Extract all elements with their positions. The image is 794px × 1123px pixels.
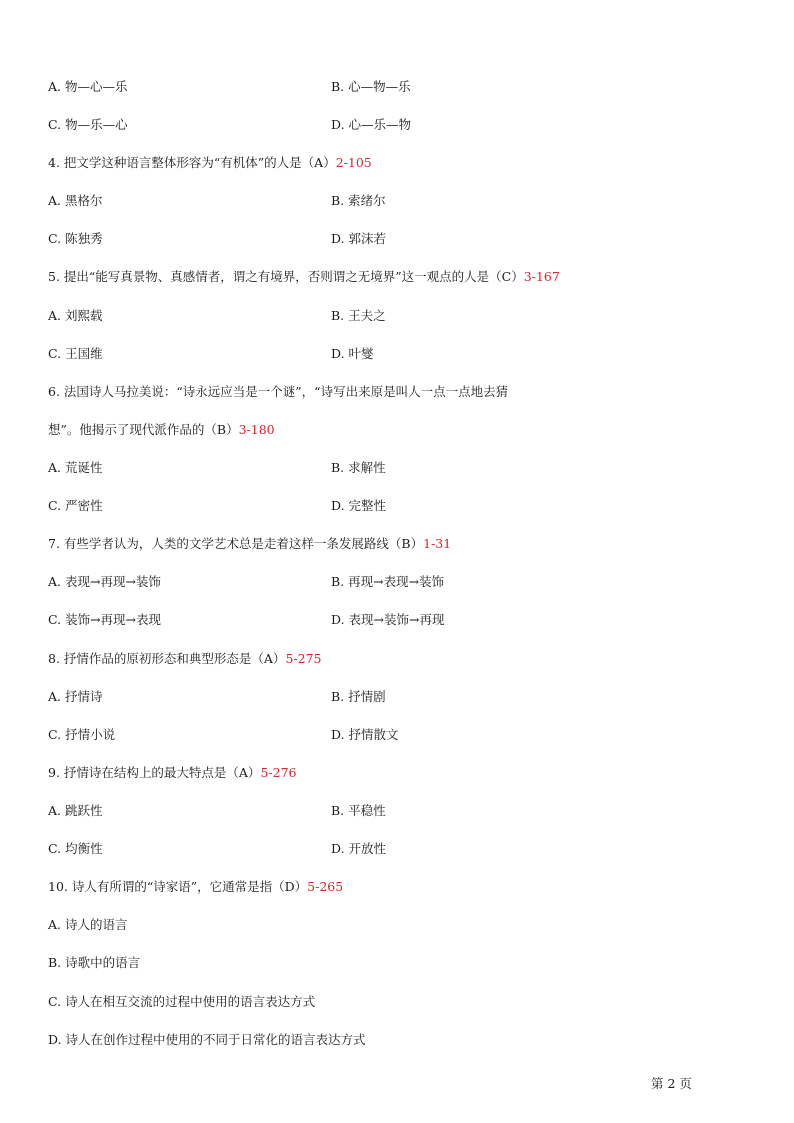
option-left: A. 抒情诗 bbox=[48, 689, 103, 704]
question-line bbox=[48, 155, 372, 171]
question-text: 7. 有些学者认为，人类的文学艺术总是走着这样一条发展路线（B） bbox=[48, 536, 424, 551]
question-text: D. 诗人在创作过程中使用的不同于日常化的语言表达方式 bbox=[48, 1032, 366, 1047]
question-text: A. 诗人的语言 bbox=[48, 917, 128, 932]
question-text: 10. 诗人有所谓的“诗家语”，它通常是指（D） bbox=[48, 879, 308, 894]
question-text: 6. 法国诗人马拉美说：“诗永远应当是一个谜”，“诗写出来原是叫人一点一点地去猜 bbox=[48, 384, 509, 399]
option-left: C. 均衡性 bbox=[48, 841, 103, 856]
option-left: A. 跳跃性 bbox=[48, 803, 103, 818]
question-text: 8. 抒情作品的原初形态和典型形态是（A） bbox=[48, 651, 286, 666]
page-reference: 5-275 bbox=[285, 651, 322, 666]
option-left: C. 物—乐—心 bbox=[48, 117, 128, 132]
page-reference: 5-265 bbox=[307, 879, 344, 894]
option-left: A. 刘熙载 bbox=[48, 308, 103, 323]
question-text: 5. 提出“能写真景物、真感情者，谓之有境界，否则谓之无境界”这一观点的人是（C） bbox=[48, 269, 524, 284]
page-reference: 3-167 bbox=[523, 269, 560, 284]
option-right: D. 心—乐—物 bbox=[331, 117, 412, 132]
option-left: A. 表现→再现→装饰 bbox=[48, 574, 161, 589]
option-right: D. 叶燮 bbox=[331, 346, 374, 361]
option-right: B. 平稳性 bbox=[331, 803, 386, 818]
question-line bbox=[48, 384, 508, 400]
question-line bbox=[48, 994, 315, 1010]
question-line bbox=[48, 536, 451, 552]
option-right: B. 再现→表现→装饰 bbox=[331, 574, 445, 589]
option-right: B. 索绪尔 bbox=[331, 193, 386, 208]
option-left: C. 王国维 bbox=[48, 346, 103, 361]
option-left: A. 荒诞性 bbox=[48, 460, 103, 475]
question-line bbox=[48, 651, 321, 667]
option-right: B. 求解性 bbox=[331, 460, 386, 475]
option-right: B. 心—物—乐 bbox=[331, 79, 411, 94]
option-left: A. 物—心—乐 bbox=[48, 79, 128, 94]
option-right: D. 开放性 bbox=[331, 841, 387, 856]
option-left: C. 抒情小说 bbox=[48, 727, 116, 742]
page-reference: 5-276 bbox=[260, 765, 297, 780]
question-text: 想”。他揭示了现代派作品的（B） bbox=[48, 422, 239, 437]
option-right: D. 郭沫若 bbox=[331, 231, 387, 246]
question-line bbox=[48, 917, 127, 933]
question-text: 4. 把文学这种语言整体形容为“有机体”的人是（A） bbox=[48, 155, 336, 170]
option-left: A. 黑格尔 bbox=[48, 193, 103, 208]
option-right: B. 抒情剧 bbox=[331, 689, 386, 704]
option-right: B. 王夫之 bbox=[331, 308, 386, 323]
question-line bbox=[48, 955, 140, 971]
question-line bbox=[48, 879, 343, 895]
page-number: 第 2 页 bbox=[651, 1076, 692, 1091]
question-text: 9. 抒情诗在结构上的最大特点是（A） bbox=[48, 765, 261, 780]
question-text: C. 诗人在相互交流的过程中使用的语言表达方式 bbox=[48, 994, 316, 1009]
option-left: C. 装饰→再现→表现 bbox=[48, 612, 162, 627]
option-right: D. 抒情散文 bbox=[331, 727, 399, 742]
option-left: C. 严密性 bbox=[48, 498, 103, 513]
question-line bbox=[48, 269, 560, 285]
page-reference: 1-31 bbox=[423, 536, 452, 551]
option-left: C. 陈独秀 bbox=[48, 231, 103, 246]
option-right: D. 完整性 bbox=[331, 498, 387, 513]
question-line bbox=[48, 1032, 366, 1048]
question-line bbox=[48, 765, 296, 781]
option-right: D. 表现→装饰→再现 bbox=[331, 612, 445, 627]
page-reference: 3-180 bbox=[238, 422, 275, 437]
question-line bbox=[48, 422, 275, 438]
question-text: B. 诗歌中的语言 bbox=[48, 955, 141, 970]
page-reference: 2-105 bbox=[335, 155, 372, 170]
